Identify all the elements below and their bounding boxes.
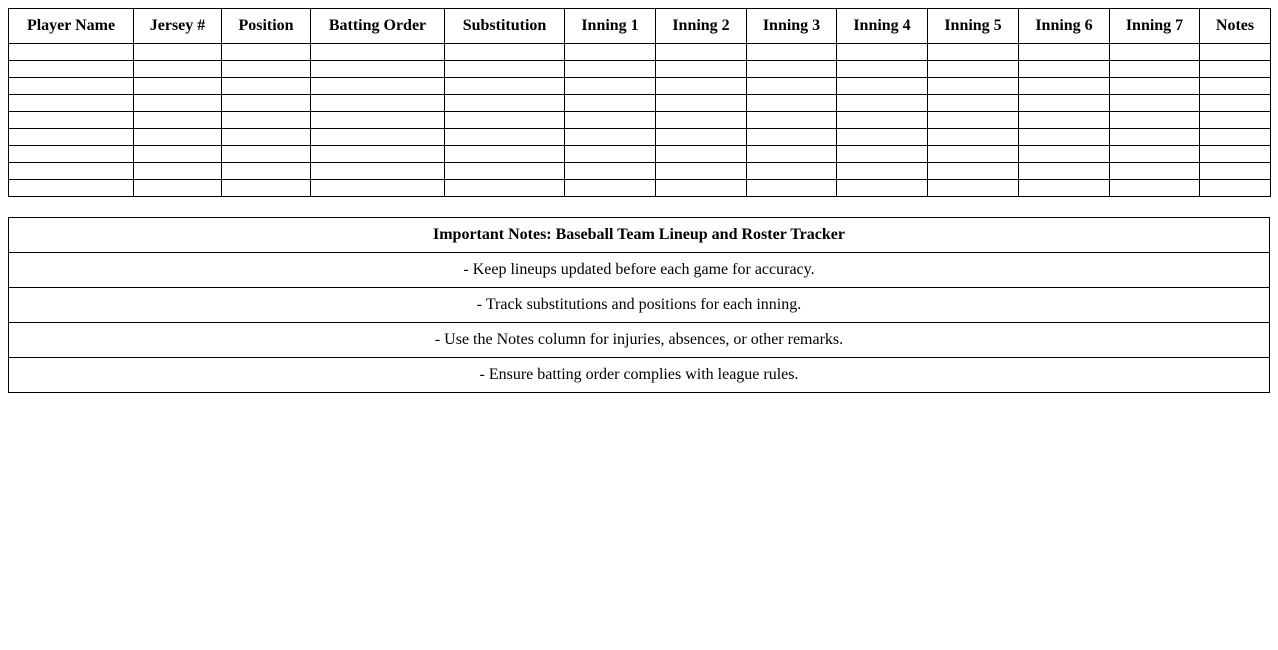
table-cell [9, 163, 134, 180]
table-cell [1200, 146, 1271, 163]
table-cell [311, 180, 445, 197]
table-cell [311, 95, 445, 112]
table-cell [445, 95, 565, 112]
table-cell [1200, 61, 1271, 78]
table-cell [311, 61, 445, 78]
table-cell [928, 163, 1019, 180]
table-cell [1110, 146, 1200, 163]
table-cell [134, 112, 222, 129]
table-cell [656, 129, 747, 146]
table-cell [1110, 61, 1200, 78]
table-cell [928, 44, 1019, 61]
table-cell [837, 44, 928, 61]
table-cell [445, 180, 565, 197]
table-cell [656, 146, 747, 163]
note-item: - Keep lineups updated before each game for accuracy. [9, 253, 1270, 288]
table-cell [837, 146, 928, 163]
roster-header-row [9, 9, 1271, 44]
table-cell [656, 61, 747, 78]
table-cell [134, 129, 222, 146]
table-cell [928, 61, 1019, 78]
table-cell [747, 61, 837, 78]
notes-row [9, 323, 1270, 358]
table-cell [445, 44, 565, 61]
table-cell [1110, 129, 1200, 146]
table-cell [222, 95, 311, 112]
table-cell [837, 180, 928, 197]
table-cell [1200, 129, 1271, 146]
note-item: - Track substitutions and positions for each inning. [9, 288, 1270, 323]
table-cell [747, 95, 837, 112]
table-cell [445, 61, 565, 78]
column-header-position: Position [222, 9, 311, 44]
table-cell [1200, 163, 1271, 180]
note-item: - Use the Notes column for injuries, absences, or other remarks. [9, 323, 1270, 358]
table-cell [222, 146, 311, 163]
table-cell [656, 95, 747, 112]
table-cell [1200, 112, 1271, 129]
table-cell [656, 180, 747, 197]
table-cell [928, 112, 1019, 129]
table-cell [9, 180, 134, 197]
table-row [9, 44, 1271, 61]
table-cell [565, 112, 656, 129]
table-row [9, 61, 1271, 78]
table-cell [656, 44, 747, 61]
table-cell [311, 78, 445, 95]
table-cell [1019, 78, 1110, 95]
table-cell [928, 78, 1019, 95]
table-cell [656, 112, 747, 129]
column-header-inning-7: Inning 7 [1110, 9, 1200, 44]
table-cell [9, 112, 134, 129]
table-cell [1110, 44, 1200, 61]
table-cell [1019, 61, 1110, 78]
table-cell [565, 129, 656, 146]
column-header-jersey: Jersey # [134, 9, 222, 44]
table-cell [565, 78, 656, 95]
table-cell [1019, 180, 1110, 197]
table-cell [311, 112, 445, 129]
column-header-inning-2: Inning 2 [656, 9, 747, 44]
column-header-inning-6: Inning 6 [1019, 9, 1110, 44]
notes-row [9, 288, 1270, 323]
table-row [9, 95, 1271, 112]
column-header-inning-3: Inning 3 [747, 9, 837, 44]
table-cell [445, 146, 565, 163]
table-cell [837, 129, 928, 146]
table-cell [222, 44, 311, 61]
table-cell [565, 44, 656, 61]
column-header-substitution: Substitution [445, 9, 565, 44]
notes-title-row [9, 218, 1270, 253]
table-cell [311, 129, 445, 146]
table-row [9, 78, 1271, 95]
table-cell [656, 163, 747, 180]
roster-body [9, 44, 1271, 197]
table-cell [311, 44, 445, 61]
table-cell [1019, 112, 1110, 129]
table-cell [9, 61, 134, 78]
table-cell [445, 163, 565, 180]
table-cell [747, 146, 837, 163]
table-cell [134, 146, 222, 163]
table-cell [928, 129, 1019, 146]
column-header-batting-order: Batting Order [311, 9, 445, 44]
table-cell [747, 44, 837, 61]
note-item: - Ensure batting order complies with league rules. [9, 358, 1270, 393]
table-cell [1200, 78, 1271, 95]
table-cell [1110, 163, 1200, 180]
table-cell [928, 180, 1019, 197]
table-cell [1019, 146, 1110, 163]
table-cell [747, 180, 837, 197]
table-row [9, 180, 1271, 197]
table-cell [837, 61, 928, 78]
table-cell [9, 129, 134, 146]
notes-row [9, 358, 1270, 393]
notes-title: Important Notes: Baseball Team Lineup and Roster Tracker [9, 218, 1270, 253]
table-cell [222, 61, 311, 78]
table-cell [565, 163, 656, 180]
table-cell [1200, 95, 1271, 112]
table-cell [837, 112, 928, 129]
table-cell [565, 61, 656, 78]
column-header-player-name: Player Name [9, 9, 134, 44]
table-cell [9, 146, 134, 163]
table-cell [747, 129, 837, 146]
table-cell [445, 78, 565, 95]
table-cell [445, 112, 565, 129]
table-cell [9, 44, 134, 61]
table-cell [222, 129, 311, 146]
table-cell [134, 95, 222, 112]
table-cell [311, 146, 445, 163]
roster-table [8, 8, 1271, 197]
table-cell [134, 61, 222, 78]
table-cell [134, 163, 222, 180]
table-cell [928, 95, 1019, 112]
table-cell [565, 180, 656, 197]
table-cell [656, 78, 747, 95]
table-row [9, 146, 1271, 163]
table-cell [1019, 129, 1110, 146]
table-cell [747, 163, 837, 180]
table-cell [1110, 78, 1200, 95]
table-cell [222, 112, 311, 129]
table-cell [928, 146, 1019, 163]
table-cell [134, 180, 222, 197]
table-cell [9, 95, 134, 112]
notes-row [9, 253, 1270, 288]
document-body [8, 8, 1270, 393]
table-cell [747, 78, 837, 95]
table-cell [1110, 95, 1200, 112]
column-header-inning-4: Inning 4 [837, 9, 928, 44]
table-cell [222, 163, 311, 180]
column-header-inning-1: Inning 1 [565, 9, 656, 44]
table-cell [1200, 44, 1271, 61]
table-cell [1200, 180, 1271, 197]
table-cell [1110, 112, 1200, 129]
table-cell [1019, 163, 1110, 180]
table-cell [134, 44, 222, 61]
table-cell [837, 78, 928, 95]
table-cell [222, 78, 311, 95]
table-cell [1019, 44, 1110, 61]
table-row [9, 129, 1271, 146]
table-row [9, 163, 1271, 180]
column-header-inning-5: Inning 5 [928, 9, 1019, 44]
table-cell [311, 163, 445, 180]
table-cell [445, 129, 565, 146]
table-cell [565, 95, 656, 112]
table-cell [1110, 180, 1200, 197]
table-cell [1019, 95, 1110, 112]
table-row [9, 112, 1271, 129]
table-cell [837, 95, 928, 112]
table-cell [134, 78, 222, 95]
table-cell [565, 146, 656, 163]
table-cell [837, 163, 928, 180]
notes-table [8, 217, 1270, 393]
table-cell [222, 180, 311, 197]
table-cell [9, 78, 134, 95]
column-header-notes: Notes [1200, 9, 1271, 44]
table-cell [747, 112, 837, 129]
